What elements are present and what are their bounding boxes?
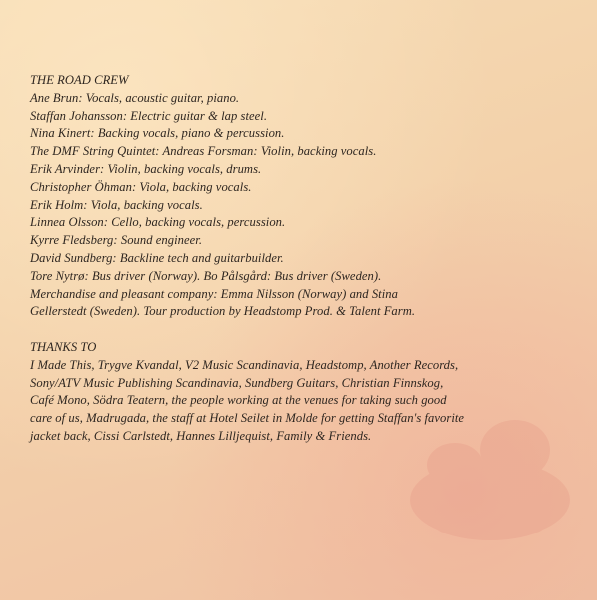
thanks-line: care of us, Madrugada, the staff at Hotel Seilet in Molde for getting Staffan's favorite (30, 411, 465, 426)
road-crew-line: David Sundberg: Backline tech and guitarbuilder. (30, 250, 284, 265)
road-crew-line: Erik Arvinder: Violin, backing vocals, drums. (30, 161, 262, 176)
road-crew-line: Ane Brun: Vocals, acoustic guitar, piano. (30, 90, 240, 105)
road-crew-line: The DMF String Quintet: Andreas Forsman: Violin, backing vocals. (30, 144, 377, 159)
road-crew-heading: THE ROAD CREW (30, 73, 129, 87)
credits-text-block (30, 72, 575, 446)
thanks-line: Sony/ATV Music Publishing Scandinavia, Sundberg Guitars, Christian Finnskog, (30, 375, 444, 390)
road-crew-line: Gellerstedt (Sweden). Tour production by Headstomp Prod. & Talent Farm. (30, 304, 416, 319)
thanks-line: jacket back, Cissi Carlstedt, Hannes Lilljequist, Family & Friends. (30, 428, 372, 443)
road-crew-line: Erik Holm: Viola, backing vocals. (30, 197, 203, 212)
road-crew-line: Christopher Öhman: Viola, backing vocals. (30, 179, 252, 194)
road-crew-line: Linnea Olsson: Cello, backing vocals, percussion. (30, 215, 286, 230)
road-crew-line: Nina Kinert: Backing vocals, piano & percussion. (30, 126, 285, 141)
faded-figure-watermark-icon (395, 405, 585, 545)
thanks-heading: THANKS TO (30, 339, 97, 354)
road-crew-line: Kyrre Fledsberg: Sound engineer. (30, 233, 203, 248)
road-crew-line: Tore Nytrø: Bus driver (Norway). Bo Pålsgård: Bus driver (Sweden). (30, 268, 382, 283)
road-crew-line: Staffan Johansson: Electric guitar & lap steel. (30, 108, 268, 123)
section-spacer (30, 321, 575, 339)
thanks-line: Café Mono, Södra Teatern, the people working at the venues for taking such good (30, 393, 447, 408)
road-crew-line: Merchandise and pleasant company: Emma Nilsson (Norway) and Stina (30, 286, 398, 301)
thanks-line: I Made This, Trygve Kvandal, V2 Music Scandinavia, Headstomp, Another Records, (30, 357, 459, 372)
